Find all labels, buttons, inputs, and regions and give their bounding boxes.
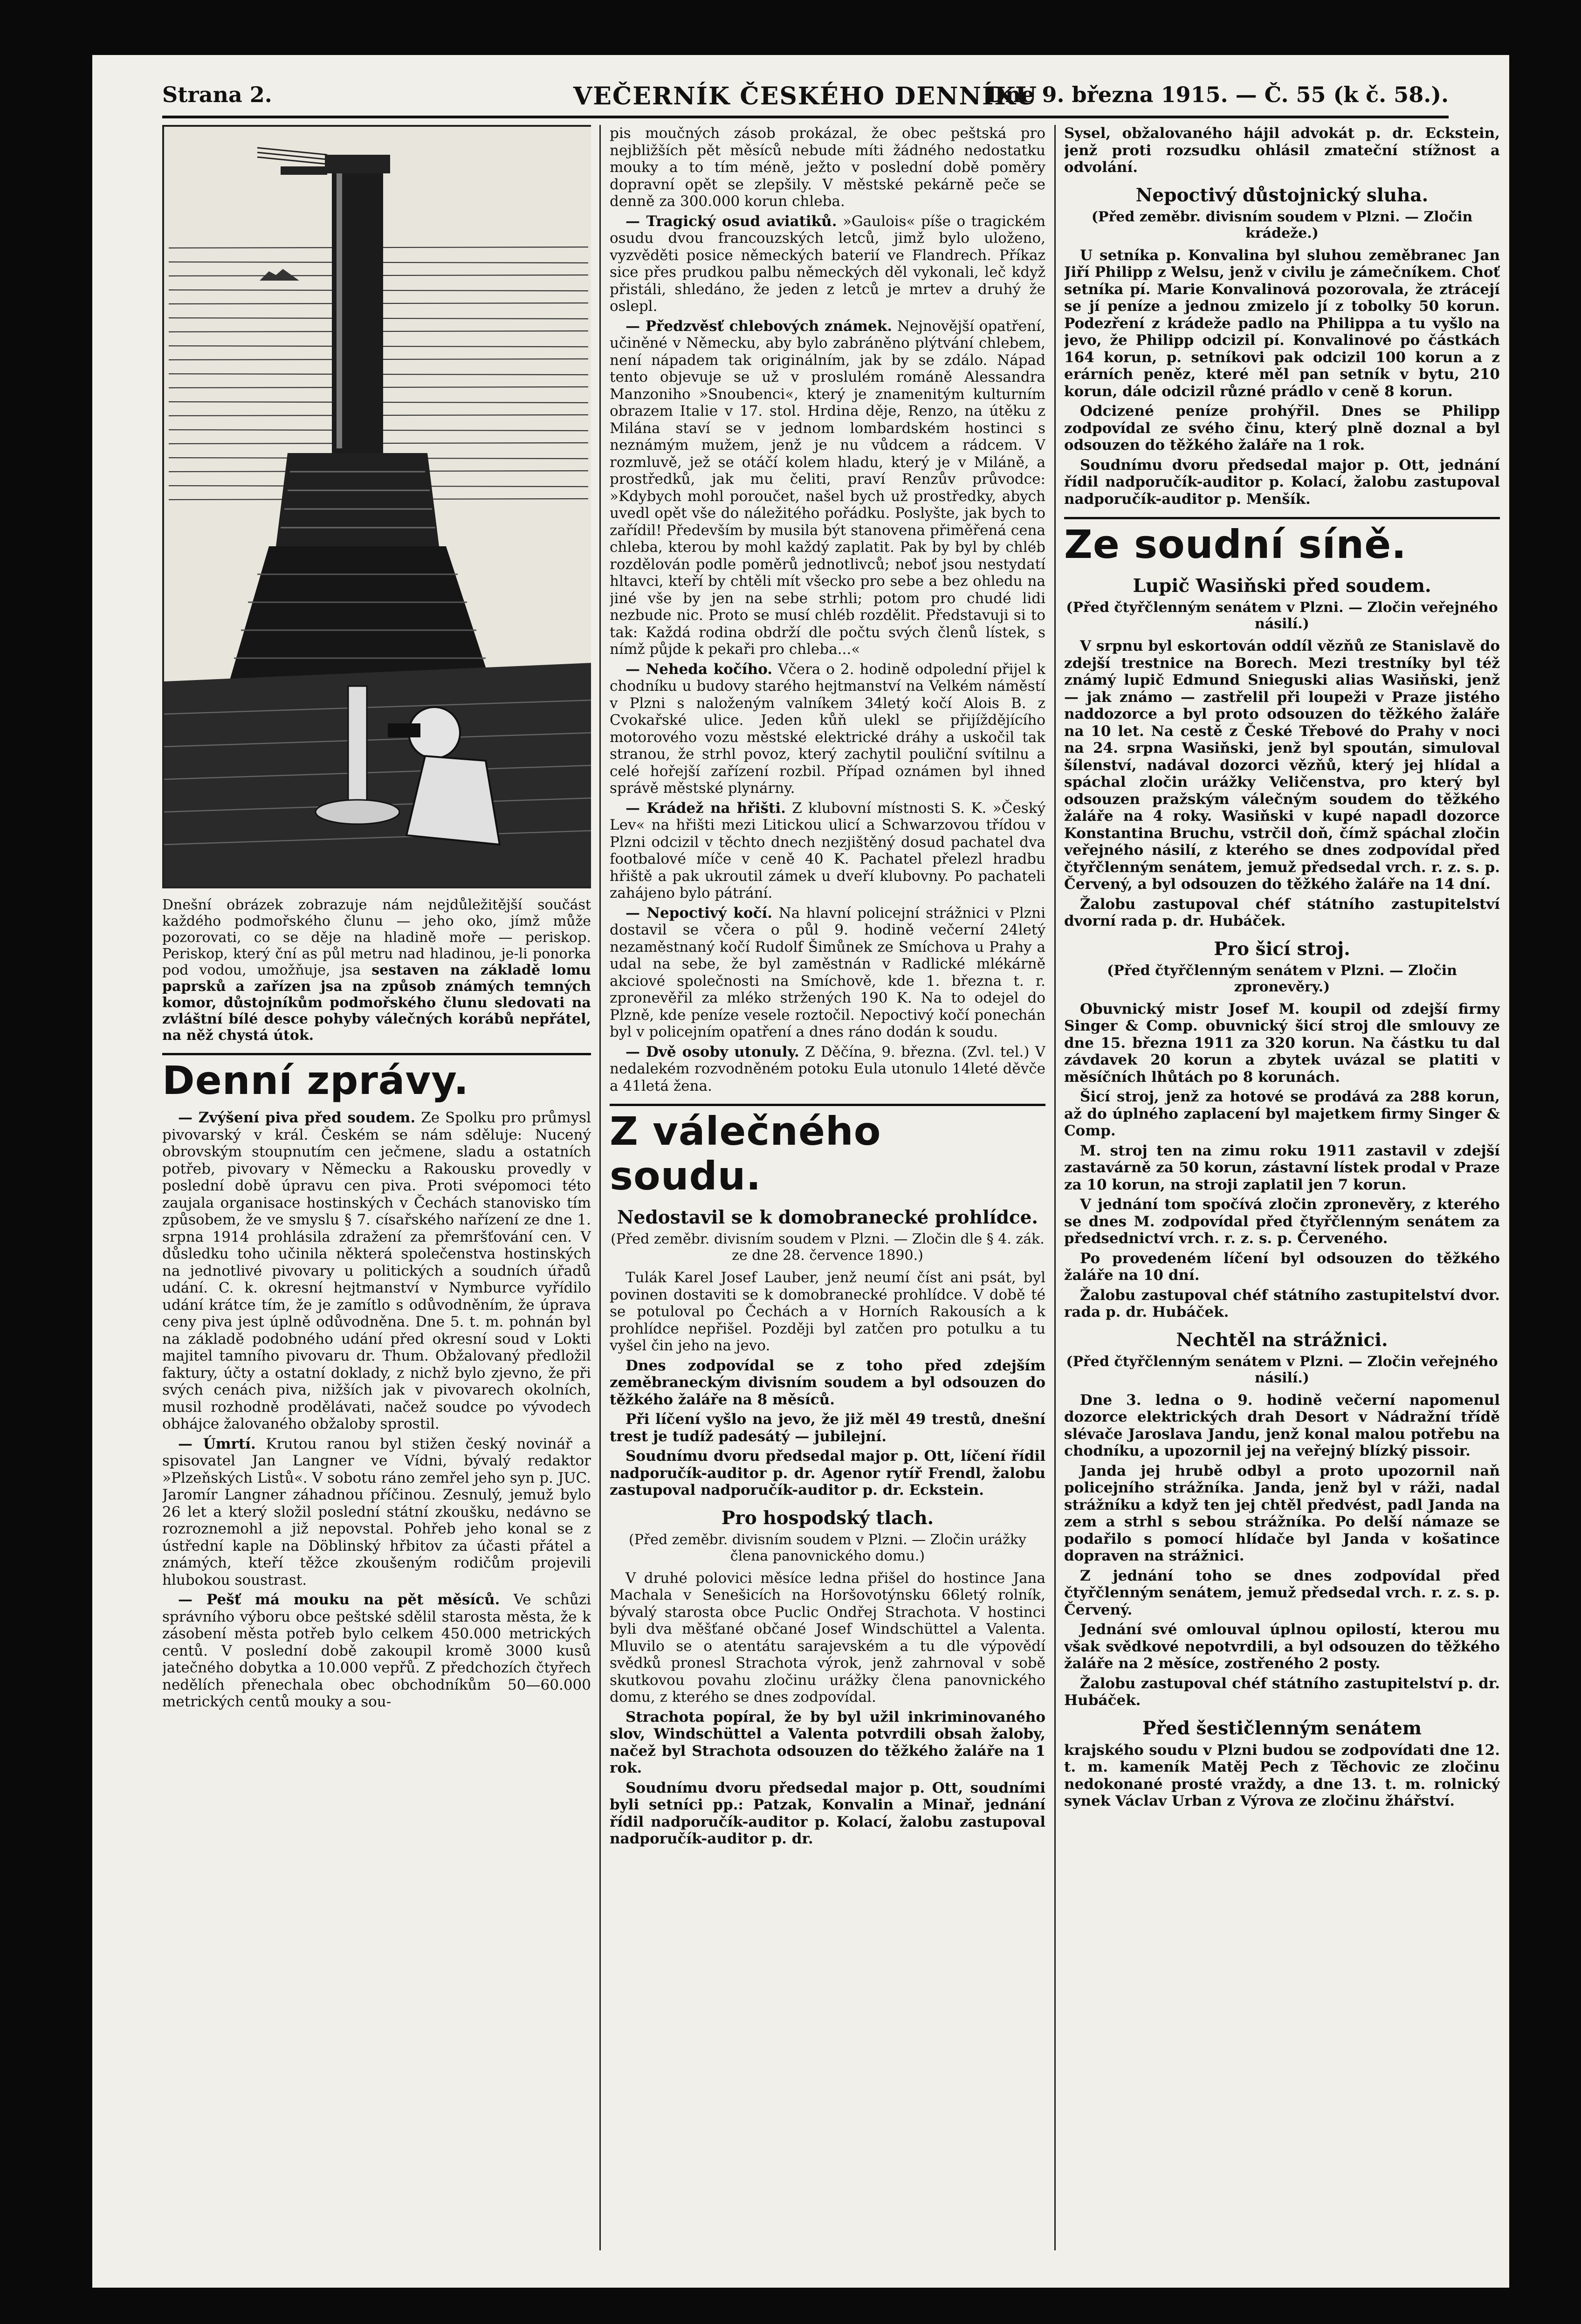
article-heading: — Neheda kočího. — [626, 660, 773, 678]
case-title: Před šestičlenným senátem — [1142, 1717, 1422, 1739]
column-1 — [162, 125, 591, 1713]
case-paragraph: Po provedeném líčení byl odsouzen do těžkého žaláře na 10 dní. — [1064, 1250, 1500, 1284]
article-aviators — [610, 213, 1045, 315]
caption-bold-text: sestaven na základě lomu paprsků a zařízen jsa na způsob známých temných komor, důstojníkům podmořského člunu sledovati na zvláštní bílé desce pohyby válečných korábů nepřátel, na něž chystá útok. — [162, 962, 591, 1044]
case-title: Nedostavil se k domobranecké prohlídce. — [617, 1207, 1038, 1228]
case-paragraph: Strachota popíral, že by byl užil inkriminovaného slov, Windschüttel a Valenta potvrdili obsah žaloby, načež byl Strachota odsouzen do těžkého žaláře na 1 rok. — [610, 1708, 1045, 1776]
article-body: Na hlavní policejní strážnici v Plzni dostavil se včera o půl 9. hodině večerní 24letý nezaměstnaný kočí Rudolf Šimůnek ze Smíchova u Prahy a udal na sebe, že byl zaměstnán v Radlické mlékárně akciové společnosti na Smíchově, kde 1. března t. r. zpronevěřil za mléko stržených 190 K. Na to odejel do Plzně, kde peníze vesele roztočil. Nepoctivý kočí ponechán byl v policejním opatření a dnes ráno dodán k soudu. — [610, 904, 1045, 1040]
column-rule-1 — [599, 125, 601, 2250]
case-title: Pro šicí stroj. — [1214, 938, 1350, 960]
article-bread-cards — [610, 318, 1045, 658]
article-heading: — Předzvěsť chlebových známek. — [626, 317, 893, 335]
column-rule-2 — [1054, 125, 1056, 2250]
article-heading: — Nepoctivý kočí. — [626, 904, 773, 921]
case-paragraph: V jednání tom spočívá zločin zpronevěry, z kterého se dnes M. zodpovídal před čtyřčlenným senátem za předsednictví vrch. r. z. s. p. Červeného. — [1064, 1196, 1500, 1247]
section-heading-daily-news: Denní zprávy. — [162, 1053, 591, 1103]
periscope-illustration — [162, 125, 591, 888]
masthead — [162, 74, 1449, 118]
article-heading: — Krádež na hřišti. — [626, 799, 786, 817]
case-paragraph: Soudnímu dvoru předsedal major p. Ott, jednání řídil nadporučík-auditor p. Kolací, žalobu zastupoval nadporučík-auditor p. Menšík. — [1064, 456, 1500, 508]
article-body: Z Děčína, 9. března. (Zvl. tel.) V nedalekém rozvodněném potoku Eula utonulo 14leté děvče a 41letá žena. — [610, 1043, 1045, 1094]
case-paragraph: V srpnu byl eskortován oddíl vězňů ze Stanislavě do zdejší trestnice na Borech. Mezi trestníky byl též známý lupič Edmund Snieguski alias Wasiňski, jenž — jak známo — zastřelil při loupeži v Praze jistého naddozorce a byl proto odsouzen do těžkého žaláře na 10 let. Na cestě z České Třebové do Prahy v noci na 24. srpna Wasiňski, jenž byl spoután, simuloval šílenství, nadával dozorci vězňů, který jej hlídal a spáchal zločin urážky Veličenstva, pro který byl odsouzen pražským válečným soudem do těžkého žaláře na 4 roky. Wasiňski v kupé napadl dozorce Konstantina Bruchu, vstrčil doň, čímž spáchal zločin veřejného násilí, z kterého se dnes zodpovídal před čtyřčlenným senátem, jemuž předsedal vrch. r. z. s. p. Červený, a byl odsouzen do těžkého žaláře na 14 dní. — [1064, 638, 1500, 893]
case-paragraph: Obuvnický mistr Josef M. koupil od zdejší firmy Singer & Comp. obuvnický šicí stroj dle smlouvy ze dne 15. března 1911 za 320 korun. Na částku tu dal závdavek 20 korun a zbytek uvázal se platiti v měsíčních lhůtách po 8 korunách. — [1064, 1000, 1500, 1086]
article-body: Krutou ranou byl stižen český novinář a spisovatel Jan Langner ve Vídni, bývalý redaktor »Plzeňských Listů«. V sobotu ráno zemřel jeho syn p. JUC. Jaromír Langner záhadnou příčinou. Zesnulý, jemuž bylo 26 let a který složil poslední státní zkoušku, nedávno se rozroznemohl a již nepovstal. Pohřeb jeho konal se z ústřední kaple na Döblinský hřbitov za účasti přátel a známých, kteří těžce zkoušeným rodičům projevili hlubokou soustrast. — [162, 1435, 591, 1588]
case-paragraph: Z jednání toho se dnes zodpovídal před čtyřčlenným senátem, jemuž předsedal vrch. r. z. s. p. Červený. — [1064, 1567, 1500, 1618]
case-paragraph: Janda jej hrubě odbyl a proto upozornil naň policejního strážníka. Janda, jenž byl v ráži, nadal strážníku a když ten jej chtěl předvést, padl Janda na zem a strhl s sebou strážníka. Po delší námaze se podařilo s pomocí hlídače byl Janda v košatince dopraven na strážnici. — [1064, 1462, 1500, 1564]
case-paragraph: Dne 3. ledna o 9. hodině večerní napomenul dozorce elektrických drah Desort v Nádražní třídě slévače Jaroslava Jandu, jenž konal malou potřebu na chodníku, a upozornil jej na veřejný blízký pissoir. — [1064, 1391, 1500, 1459]
article-heading: — Pešť má mouku na pět měsíců. — [178, 1591, 500, 1608]
article-drowning — [610, 1044, 1045, 1095]
article-body: Z klubovní místnosti S. K. »Český Lev« na hřišti mezi Litickou ulicí a Schwarzovou třídou v Plzni odcizil v těchto dnech nezjištěný dosud pachatel dva footbalové míče v ceně 40 K. Pachatel přelezl hradbu hřiště a pak ukroutil zámek u dveří klubovny. Po pachateli zahájeno bylo pátrání. — [610, 799, 1045, 901]
page-number: Strana 2. — [162, 82, 272, 107]
case-paragraph: U setníka p. Konvalina byl sluhou zeměbranec Jan Jiří Philipp z Welsu, jenž v civilu je zámečníkem. Choť setníka pí. Marie Konvalinová pozorovala, že ztrácejí se jí peníze a jednou zmizelo jí z tobolky 50 korun. Podezření z krádeže padlo na Philippa a tu vyšlo na jevo, že Philipp odcizil pí. Konvalinové po částkách 164 korun, p. setníkovi pak odcizil 100 korun a z erárních peněz, které měl pan setník v bytu, 210 korun, dále odcizil různé prádlo v ceně 8 korun. — [1064, 247, 1500, 400]
case-paragraph: Šicí stroj, jenž za hotové se prodává za 288 korun, až do úplného zaplacení byl majetkem firmy Singer & Comp. — [1064, 1088, 1500, 1139]
case-paragraph: Žalobu zastupoval chéf státního zastupitelství dvor. rada p. dr. Hubáček. — [1064, 1286, 1500, 1320]
case-paragraph: Soudnímu dvoru předsedal major p. Ott, líčení řídil nadporučík-auditor p. dr. Agenor rytíř Frendl, žalobu zastupoval nadporučík-auditor p. dr. Eckstein. — [610, 1448, 1045, 1499]
issue-date: Dne 9. března 1915. — Č. 55 (k č. 58.). — [986, 82, 1449, 107]
article-heading: — Tragický osud aviatiků. — [626, 213, 837, 230]
court-note: (Před čtyřčlenným senátem v Plzni. — Zločin zpronevěry.) — [1107, 962, 1457, 995]
illustration-caption — [162, 897, 591, 1044]
case-paragraph: krajského soudu v Plzni budou se zodpovídati dne 12. t. m. kameník Matěj Pech z Těchovic ze zločinu nedokonané prosté vraždy, a dne 13. t. m. rolnický synek Václav Urban z Výrova ze zločinu žhářství. — [1064, 1741, 1500, 1809]
article-continuation: pis moučných zásob prokázal, že obec peštská pro nejbližších pět měsíců nebude míti žádného nedostatku mouky a to tím méně, ježto v poslední době poměry dopravní opět se zlepšily. V městské pekárně peče se denně za 300.000 korun chleba. — [610, 125, 1045, 210]
case-paragraph: Jednání své omlouval úplnou opilostí, kterou mu však svědkové nepotvrdili, a byl odsouzen do těžkého žaláře na 2 měsíce, zostřeného 2 posty. — [1064, 1621, 1500, 1672]
article-body: Ze Spolku pro průmysl pivovarský v král. Českém se nám sděluje: Nucený obrovským stoupnutím cen ječmene, sladu a ostatních potřeb, pivovary v Německu a Rakousku provedly v poslední době úpravu cen piva. Proti svépomoci této zaujala organisace hostinských v Čechách stanovisko tím způsobem, že ve smyslu § 7. císařského nařízení ze dne 1. srpna 1914 prohlásila zdražení za přemršťování cen. V důsledku toho učinila některá společenstva hostinských na jednotlivé pivovary u politických a soudních úřadů udání. C. k. okresní hejtmanství v Nymburce vyřídilo udání krátce tím, že je zamítlo s odůvodněním, že úprava ceny piva jest úplně odůvodněna. Dne 5. t. m. pohnán byl na základě podobného udání před okresní soud v Lokti majitel tamního pivovaru dr. Thum. Obžalovaný předložil faktury, účty a ostatní doklady, z nichž bylo zjevno, že při svých cenách piva, nižších jak v pivovarech okolních, musil rozhodně prodělávati, načež soudce po vývodech obhájce žalovaného obžaloby sprostil. — [162, 1109, 591, 1432]
case-paragraph: Žalobu zastupoval chéf státního zastupitelství dvorní rada p. dr. Hubáček. — [1064, 895, 1500, 929]
article-heading: — Dvě osoby utonuly. — [626, 1043, 799, 1060]
case-paragraph: Žalobu zastupoval chéf státního zastupitelství p. dr. Hubáček. — [1064, 1675, 1500, 1709]
article-body: Včera o 2. hodině odpolední přijel k chodníku u budovy starého hejtmanství na Velkém náměstí v Plzni s naloženým valníkem 34letý kočí Alois B. z Cvokařské ulice. Jeden kůň ulekl se přijíždějícího motorového vozu městské elektrické dráhy a uskočil tak stranou, že strhl povoz, který zachytil pouliční svítilnu a celé hořejší zařízení rozbil. Případ oznámen byl ihned správě městské plynárny. — [610, 660, 1045, 797]
article-heading: — Zvýšení piva před soudem. — [178, 1109, 416, 1126]
case-title: Nepoctivý důstojnický sluha. — [1135, 184, 1429, 206]
article-death — [162, 1436, 591, 1589]
case-paragraph: V druhé polovici měsíce ledna přišel do hostince Jana Machala v Senešicích na Horšovotýnsku 66letý rolník, bývalý starosta obce Puclic Ondřej Strachota. V hostinci byli dva měšťané občané Josef Windschüttel a Valenta. Mluvilo se o atentátu sarajevském a tu dle výpovědí svědků pronesl Strachota výrok, jenž zahrnoval v sobě skutkovou povahu zločinu urážky člena panovnického domu, z kterého se dnes zodpovídal. — [610, 1569, 1045, 1705]
caption-text: Dnešní obrázek zobrazuje nám nejdůležitější součást každého podmořského člunu — jeho oko, jímž může pozorovati, co se děje na hladině moře — periskop. Periskop, který ční as půl metru nad hladinou, je-li ponorka pod vodou, umožňuje, jsa — [162, 897, 591, 978]
case-title: Pro hospodský tlach. — [721, 1507, 934, 1529]
column-3 — [1064, 125, 1500, 1813]
article-budapest-flour — [162, 1591, 591, 1711]
court-note: (Před zeměbr. divisním soudem v Plzni. — Zločin krádeže.) — [1091, 208, 1473, 241]
case-paragraph: Soudnímu dvoru předsedal major p. Ott, soudními byli setníci pp.: Patzak, Konvalin a Minař, jednání řídil nadporučík-auditor p. Kolací, žalobu zastupoval nadporučík-auditor p. dr. — [610, 1779, 1045, 1847]
article-body: Ve schůzi správního výboru obce peštské sdělil starosta města, že k zásobení města potřeb bylo celkem 450.000 metrických centů. V poslední době zakoupil kromě 3000 kusů jatečného dobytka a 10.000 vepřů. Z předchozích čtyřech nedělích přenechala obec obchodníkům 50—60.000 metrických centů mouky a sou- — [162, 1591, 591, 1710]
court-note: (Před zeměbr. divisním soudem v Plzni. — Zločin dle § 4. zák. ze dne 28. července 1890.) — [611, 1231, 1045, 1264]
court-note: (Před zeměbr. divisním soudem v Plzni. — Zločin urážky člena panovnického domu.) — [629, 1531, 1026, 1564]
case-paragraph: M. stroj ten na zimu roku 1911 zastavil v zdejší zastavárně za 50 korun, zástavní lístek prodal v Praze za 10 korun, na stroji zaplatil jen 7 korun. — [1064, 1142, 1500, 1193]
column-2 — [610, 125, 1045, 1850]
court-note: (Před čtyřčlenným senátem v Plzni. — Zločin veřejného násilí.) — [1066, 1353, 1498, 1386]
case-paragraph: Odcizené peníze prohýřil. Dnes se Philipp zodpovídal ze svého činu, který plně doznal a byl odsouzen do těžkého žaláře na 1 rok. — [1064, 403, 1500, 454]
article-continuation: Sysel, obžalovaného hájil advokát p. dr. Eckstein, jenž proti rozsudku ohlásil zmateční stížnost a odvolání. — [1064, 125, 1500, 176]
case-paragraph: Při líčení vyšlo na jevo, že již měl 49 trestů, dnešní trest je tudíž padesátý — jubilejní. — [610, 1411, 1045, 1445]
article-dishonest-coachman — [610, 905, 1045, 1041]
article-body: Nejnovější opatření, učiněné v Německu, aby bylo zabráněno plýtvání chlebem, není nápadem tak originálním, jak by se zdálo. Nápad tento objevuje se už v proslulém románě Alessandra Manzoniho »Snoubenci«, který je znamenitým kulturním obrazem Italie v 17. stol. Hrdina děje, Renzo, na útěku z Milána staví se v jednom lombardském hostinci s neznámým mužem, jenž je nu vůdcem a rádcem. V rozmluvě, jež se otáčí kolem hladu, který je v Miláně, a prostředků, jak mu čeliti, praví Renzův průvodce: »Kdybych mohl poroučet, našel bych už prostředky, abych uvedl opět vše do náležitého pořádku. Poslyšte, jak bych to zařídil! Především by musila být stanovena přiměřená cena chleba, kterou by mohl každý zaplatit. Pak by byl by chléb rozdělován podle poměrů jednotlivců; neboť jsou nestydatí hltavci, kteří by chtěli mít všecko pro sebe a bez ohledu na jiné vše by jen na sebe strhli; potom pro chudé lidi nezbude nic. Proto se musí chléb rozdělit. Představuji si to tak: Každá rodina obdrží dle počtu svých členů lístek, s nímž půjde k pekaři pro chleba...« — [610, 317, 1045, 658]
article-beer-price — [162, 1109, 591, 1433]
newspaper-page — [92, 55, 1509, 2288]
article-heading: — Úmrtí. — [178, 1435, 256, 1452]
case-paragraph: Dnes zodpovídal se z toho před zdejším zeměbraneckým divisním soudem a byl odsouzen do těžkého žaláře na 8 měsíců. — [610, 1357, 1045, 1408]
article-theft-playground — [610, 800, 1045, 902]
case-title: Nechtěl na strážnici. — [1176, 1329, 1388, 1351]
newspaper-title: VEČERNÍK ČESKÉHO DENNÍKU — [573, 82, 1038, 110]
article-body: »Gaulois« píše o tragickém osudu dvou francouzských letců, jimž bylo uloženo, vyzvěděti posice německých baterií ve Flandrech. Příkaz sice přes prudkou palbu německých děl vykonali, leč když přistáli, shledáno, že jeden z letců je mrtev a druhý že oslepl. — [610, 213, 1045, 315]
case-title: Lupič Wasiňski před soudem. — [1133, 575, 1431, 597]
court-note: (Před čtyřčlenným senátem v Plzni. — Zločin veřejného násilí.) — [1066, 599, 1498, 632]
section-heading-war-court: Z válečného soudu. — [610, 1104, 1045, 1198]
section-heading-court-room: Ze soudní síně. — [1064, 517, 1500, 567]
case-paragraph: Tulák Karel Josef Lauber, jenž neumí číst ani psát, byl povinen dostaviti se k domobranecké prohlídce. V době té se potuloval po Čechách a v Horních Rakousích a k prohlídce nepřišel. Později byl zatčen pro potulku a tu vyšel čin jeho na jevo. — [610, 1269, 1045, 1354]
article-coachman-accident — [610, 661, 1045, 797]
